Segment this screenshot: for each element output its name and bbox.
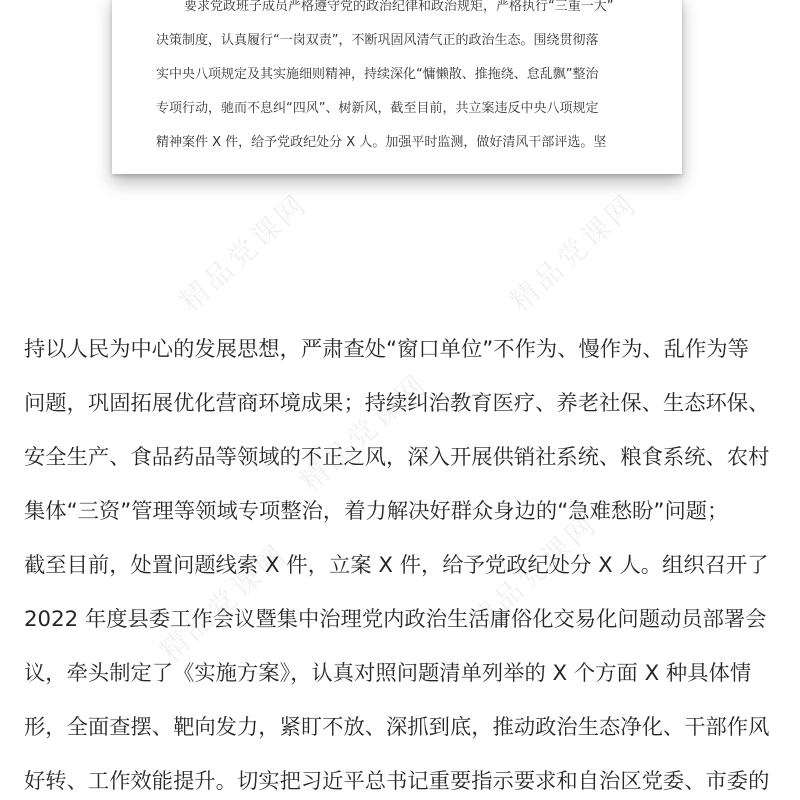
document-preview-card: [112, 0, 682, 174]
preview-line: 专项行动，驰而不息纠“四风”、树新风，截至目前，共立案违反中央八项规定: [156, 101, 599, 116]
preview-line: 要求党政班子成员严格遵守党的政治纪律和政治规矩，严格执行“三重一大”: [184, 0, 614, 14]
body-line: 好转、工作效能提升。切实把习近平总书记重要指示要求和自治区党委、市委的: [24, 769, 770, 794]
body-line: 持以人民为中心的发展思想，严肃查处“窗口单位”不作为、慢作为、乱作为等: [24, 337, 749, 362]
preview-line: 决策制度，认真履行“一岗双责”，不断巩固风清气正的政治生态。围绕贯彻落: [156, 33, 599, 48]
watermark: 精品党课网: [173, 186, 315, 319]
preview-line: 实中央八项规定及其实施细则精神，持续深化“慵懒散、推拖绕、怠乱飘”整治: [156, 67, 599, 82]
body-line: 形，全面查摆、靶向发力，紧盯不放、深抓到底，推动政治生态净化、干部作风: [24, 715, 770, 740]
body-line: 集体“三资”管理等领域专项整治，着力解决好群众身边的“急难愁盼”问题；: [24, 499, 729, 524]
watermark: 精品党课网: [463, 506, 605, 639]
body-line: 2022 年度县委工作会议暨集中治理党内政治生活庸俗化交易化问题动员部署会: [24, 607, 767, 632]
watermark: 精品党课网: [293, 366, 435, 499]
preview-line: 精神案件 X 件，给予党政纪处分 X 人。加强平时监测，做好清风干部评选。坚: [156, 135, 607, 150]
body-line: 截至目前，处置问题线索 X 件，立案 X 件，给予党政纪处分 X 人。组织召开了: [24, 553, 769, 578]
watermark: 精品党课网: [153, 536, 295, 669]
body-line: 议，牵头制定了《实施方案》，认真对照问题清单列举的 X 个方面 X 种具体情: [24, 661, 752, 686]
body-line: 安全生产、食品药品等领域的不正之风，深入开展供销社系统、粮食系统、农村: [24, 445, 770, 470]
body-line: 问题，巩固拓展优化营商环境成果；持续纠治教育医疗、养老社保、生态环保、: [24, 391, 770, 416]
watermark: 精品党课网: [503, 186, 645, 319]
